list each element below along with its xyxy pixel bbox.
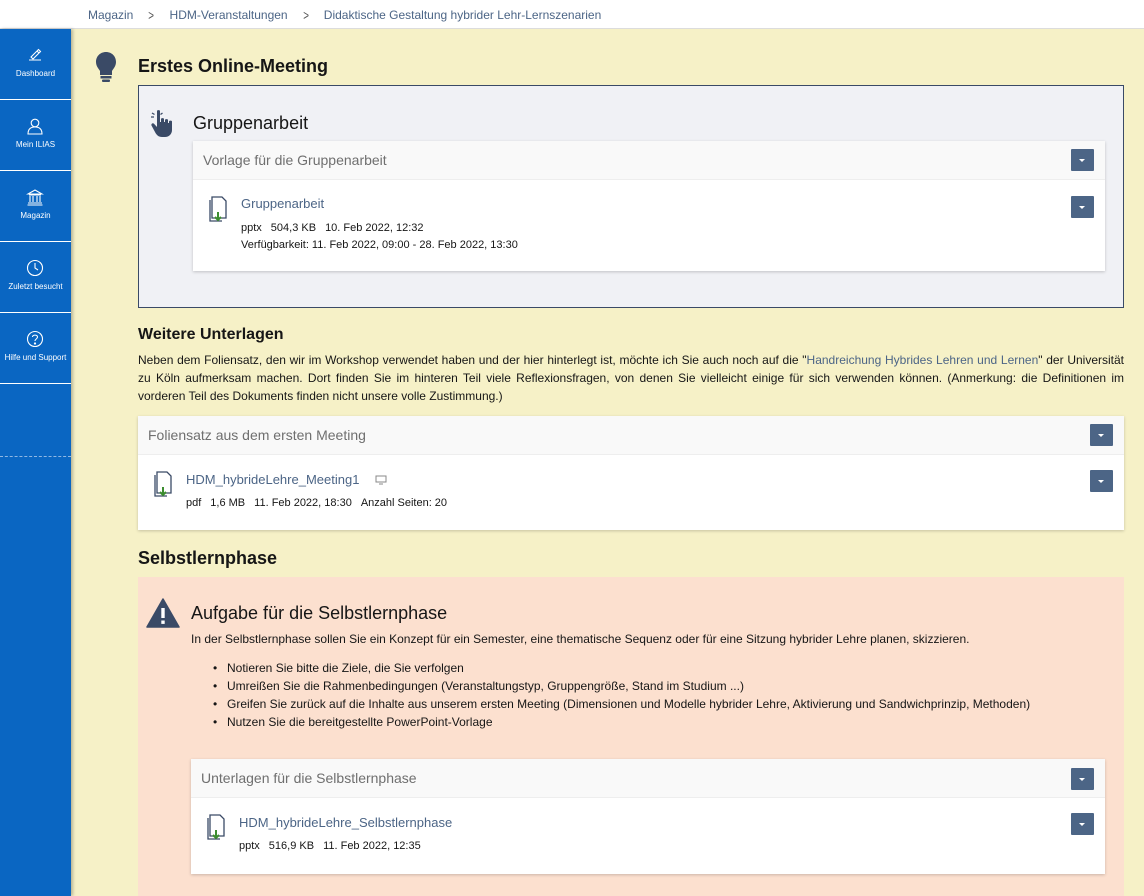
main-sidebar bbox=[0, 29, 71, 896]
breadcrumb-magazin[interactable]: Magazin bbox=[88, 8, 134, 22]
clock-icon bbox=[26, 259, 44, 277]
dashboard-icon bbox=[26, 46, 44, 64]
breadcrumb-current-course[interactable]: Didaktische Gestaltung hybrider Lehr-Lernszenarien bbox=[323, 8, 602, 22]
file-date: 10. Feb 2022, 12:32 bbox=[325, 222, 424, 234]
breadcrumb-bar bbox=[0, 0, 1144, 29]
user-icon bbox=[26, 117, 44, 135]
panel-title: Vorlage für die Gruppenarbeit bbox=[203, 152, 387, 168]
chevron-right-icon: > bbox=[302, 7, 309, 23]
list-item: • Nutzen Sie die bereitgestellte PowerPoint-Vorlage bbox=[213, 713, 1106, 731]
file-size: 1,6 MB bbox=[210, 497, 246, 509]
group-work-panel bbox=[193, 141, 1105, 271]
file-date: 11. Feb 2022, 18:30 bbox=[254, 497, 352, 509]
group-work-block bbox=[138, 85, 1124, 308]
handreichung-link[interactable]: Handreichung Hybrides Lehren und Lernen bbox=[806, 353, 1039, 367]
list-item bbox=[138, 455, 1124, 530]
list-item bbox=[191, 798, 1105, 874]
section-description bbox=[138, 351, 1124, 405]
list-item: • Greifen Sie zurück auf die Inhalte aus unserem ersten Meeting (Dimensionen und Modelle hybrider Lehre, Aktivierung und Sandwichprinzip, Methoden) bbox=[213, 695, 1106, 713]
task-intro: In der Selbstlernphase sollen Sie ein Konzept für ein Semester, eine thematische Sequenz oder für eine Sitzung hybrider Lehre planen, skizzieren. bbox=[191, 632, 970, 646]
sidebar-item-label: Dashboard bbox=[15, 69, 56, 78]
sidebar-item-mein-ilias[interactable] bbox=[0, 100, 71, 171]
repository-icon bbox=[26, 188, 44, 206]
file-actions-dropdown-button[interactable] bbox=[1090, 470, 1113, 492]
self-study-panel bbox=[191, 759, 1105, 874]
help-icon bbox=[26, 330, 44, 348]
file-type: pptx bbox=[239, 840, 260, 852]
pointing-hand-icon bbox=[149, 109, 177, 139]
file-type: pptx bbox=[241, 222, 262, 234]
main-content bbox=[71, 29, 1144, 896]
sidebar-item-magazin[interactable] bbox=[0, 171, 71, 242]
sidebar-item-hilfe-und-support[interactable] bbox=[0, 313, 71, 384]
sidebar-item-label: Magazin bbox=[20, 211, 51, 220]
panel-actions-dropdown-button[interactable] bbox=[1090, 424, 1113, 446]
file-date: 11. Feb 2022, 12:35 bbox=[323, 840, 421, 852]
group-work-title: Gruppenarbeit bbox=[193, 113, 309, 133]
sidebar-item-zuletzt-besucht[interactable] bbox=[0, 242, 71, 313]
file-properties bbox=[186, 497, 456, 509]
list-item bbox=[193, 180, 1105, 270]
file-download-icon bbox=[208, 196, 228, 224]
list-item: • Umreißen Sie die Rahmenbedingungen (Veranstaltungstyp, Gruppengröße, Stand im Studium ...) bbox=[213, 677, 1106, 695]
panel-title: Foliensatz aus dem ersten Meeting bbox=[148, 427, 366, 443]
breadcrumb-hdm-veranstaltungen[interactable]: HDM-Veranstaltungen bbox=[169, 8, 288, 22]
file-properties bbox=[239, 840, 430, 852]
panel-header bbox=[191, 759, 1105, 798]
description-text: Neben dem Foliensatz, den wir im Workshop verwendet haben und der hier hinterlegt ist, möchte ich Sie auch noch auf die " bbox=[138, 353, 807, 367]
slides-panel bbox=[138, 416, 1124, 530]
section-title-weitere-unterlagen: Weitere Unterlagen bbox=[138, 326, 284, 343]
description-text: " der Universität zu Köln aufmerksam machen. Dort finden Sie im hinteren Teil viele Reflexionsfragen, von denen Sie vielleicht einige für sich verwenden können. (Anmerkung: die Definitionen im vorderen Teil des Dokuments finden nicht unsere volle Zustimmung.) bbox=[138, 353, 1124, 403]
task-bullet-list bbox=[213, 659, 1106, 731]
file-link[interactable]: HDM_hybrideLehre_Meeting1 bbox=[186, 472, 360, 487]
task-block bbox=[138, 577, 1124, 896]
preview-icon[interactable] bbox=[375, 475, 387, 485]
chevron-right-icon: > bbox=[148, 7, 155, 23]
warning-icon bbox=[146, 598, 180, 628]
file-pages: Anzahl Seiten: 20 bbox=[360, 497, 448, 509]
file-size: 504,3 KB bbox=[270, 222, 317, 234]
panel-actions-dropdown-button[interactable] bbox=[1071, 149, 1094, 171]
panel-title: Unterlagen für die Selbstlernphase bbox=[201, 770, 417, 786]
file-actions-dropdown-button[interactable] bbox=[1071, 196, 1094, 218]
panel-header bbox=[193, 141, 1105, 180]
file-actions-dropdown-button[interactable] bbox=[1071, 813, 1094, 835]
sidebar-item-label: Zuletzt besucht bbox=[8, 282, 63, 291]
sidebar-item-label: Mein ILIAS bbox=[15, 140, 56, 149]
file-download-icon bbox=[153, 471, 173, 499]
file-link[interactable]: HDM_hybrideLehre_Selbstlernphase bbox=[239, 815, 453, 830]
sidebar-divider bbox=[0, 456, 71, 457]
file-download-icon bbox=[206, 814, 226, 842]
file-properties bbox=[241, 222, 433, 234]
list-item: • Notieren Sie bitte die Ziele, die Sie verfolgen bbox=[213, 659, 1106, 677]
file-availability: Verfügbarkeit: 11. Feb 2022, 09:00 - 28. Feb 2022, 13:30 bbox=[241, 239, 518, 251]
file-type: pdf bbox=[186, 497, 202, 509]
task-title: Aufgabe für die Selbstlernphase bbox=[191, 603, 448, 623]
section-title-online-meeting: Erstes Online-Meeting bbox=[138, 56, 329, 76]
section-title-selbstlernphase: Selbstlernphase bbox=[138, 548, 278, 568]
file-size: 516,9 KB bbox=[268, 840, 315, 852]
file-link[interactable]: Gruppenarbeit bbox=[241, 196, 325, 211]
panel-actions-dropdown-button[interactable] bbox=[1071, 768, 1094, 790]
lightbulb-icon bbox=[95, 51, 117, 83]
sidebar-item-label: Hilfe und Support bbox=[4, 353, 67, 362]
breadcrumb bbox=[88, 7, 601, 23]
sidebar-item-dashboard[interactable] bbox=[0, 29, 71, 100]
panel-header bbox=[138, 416, 1124, 455]
